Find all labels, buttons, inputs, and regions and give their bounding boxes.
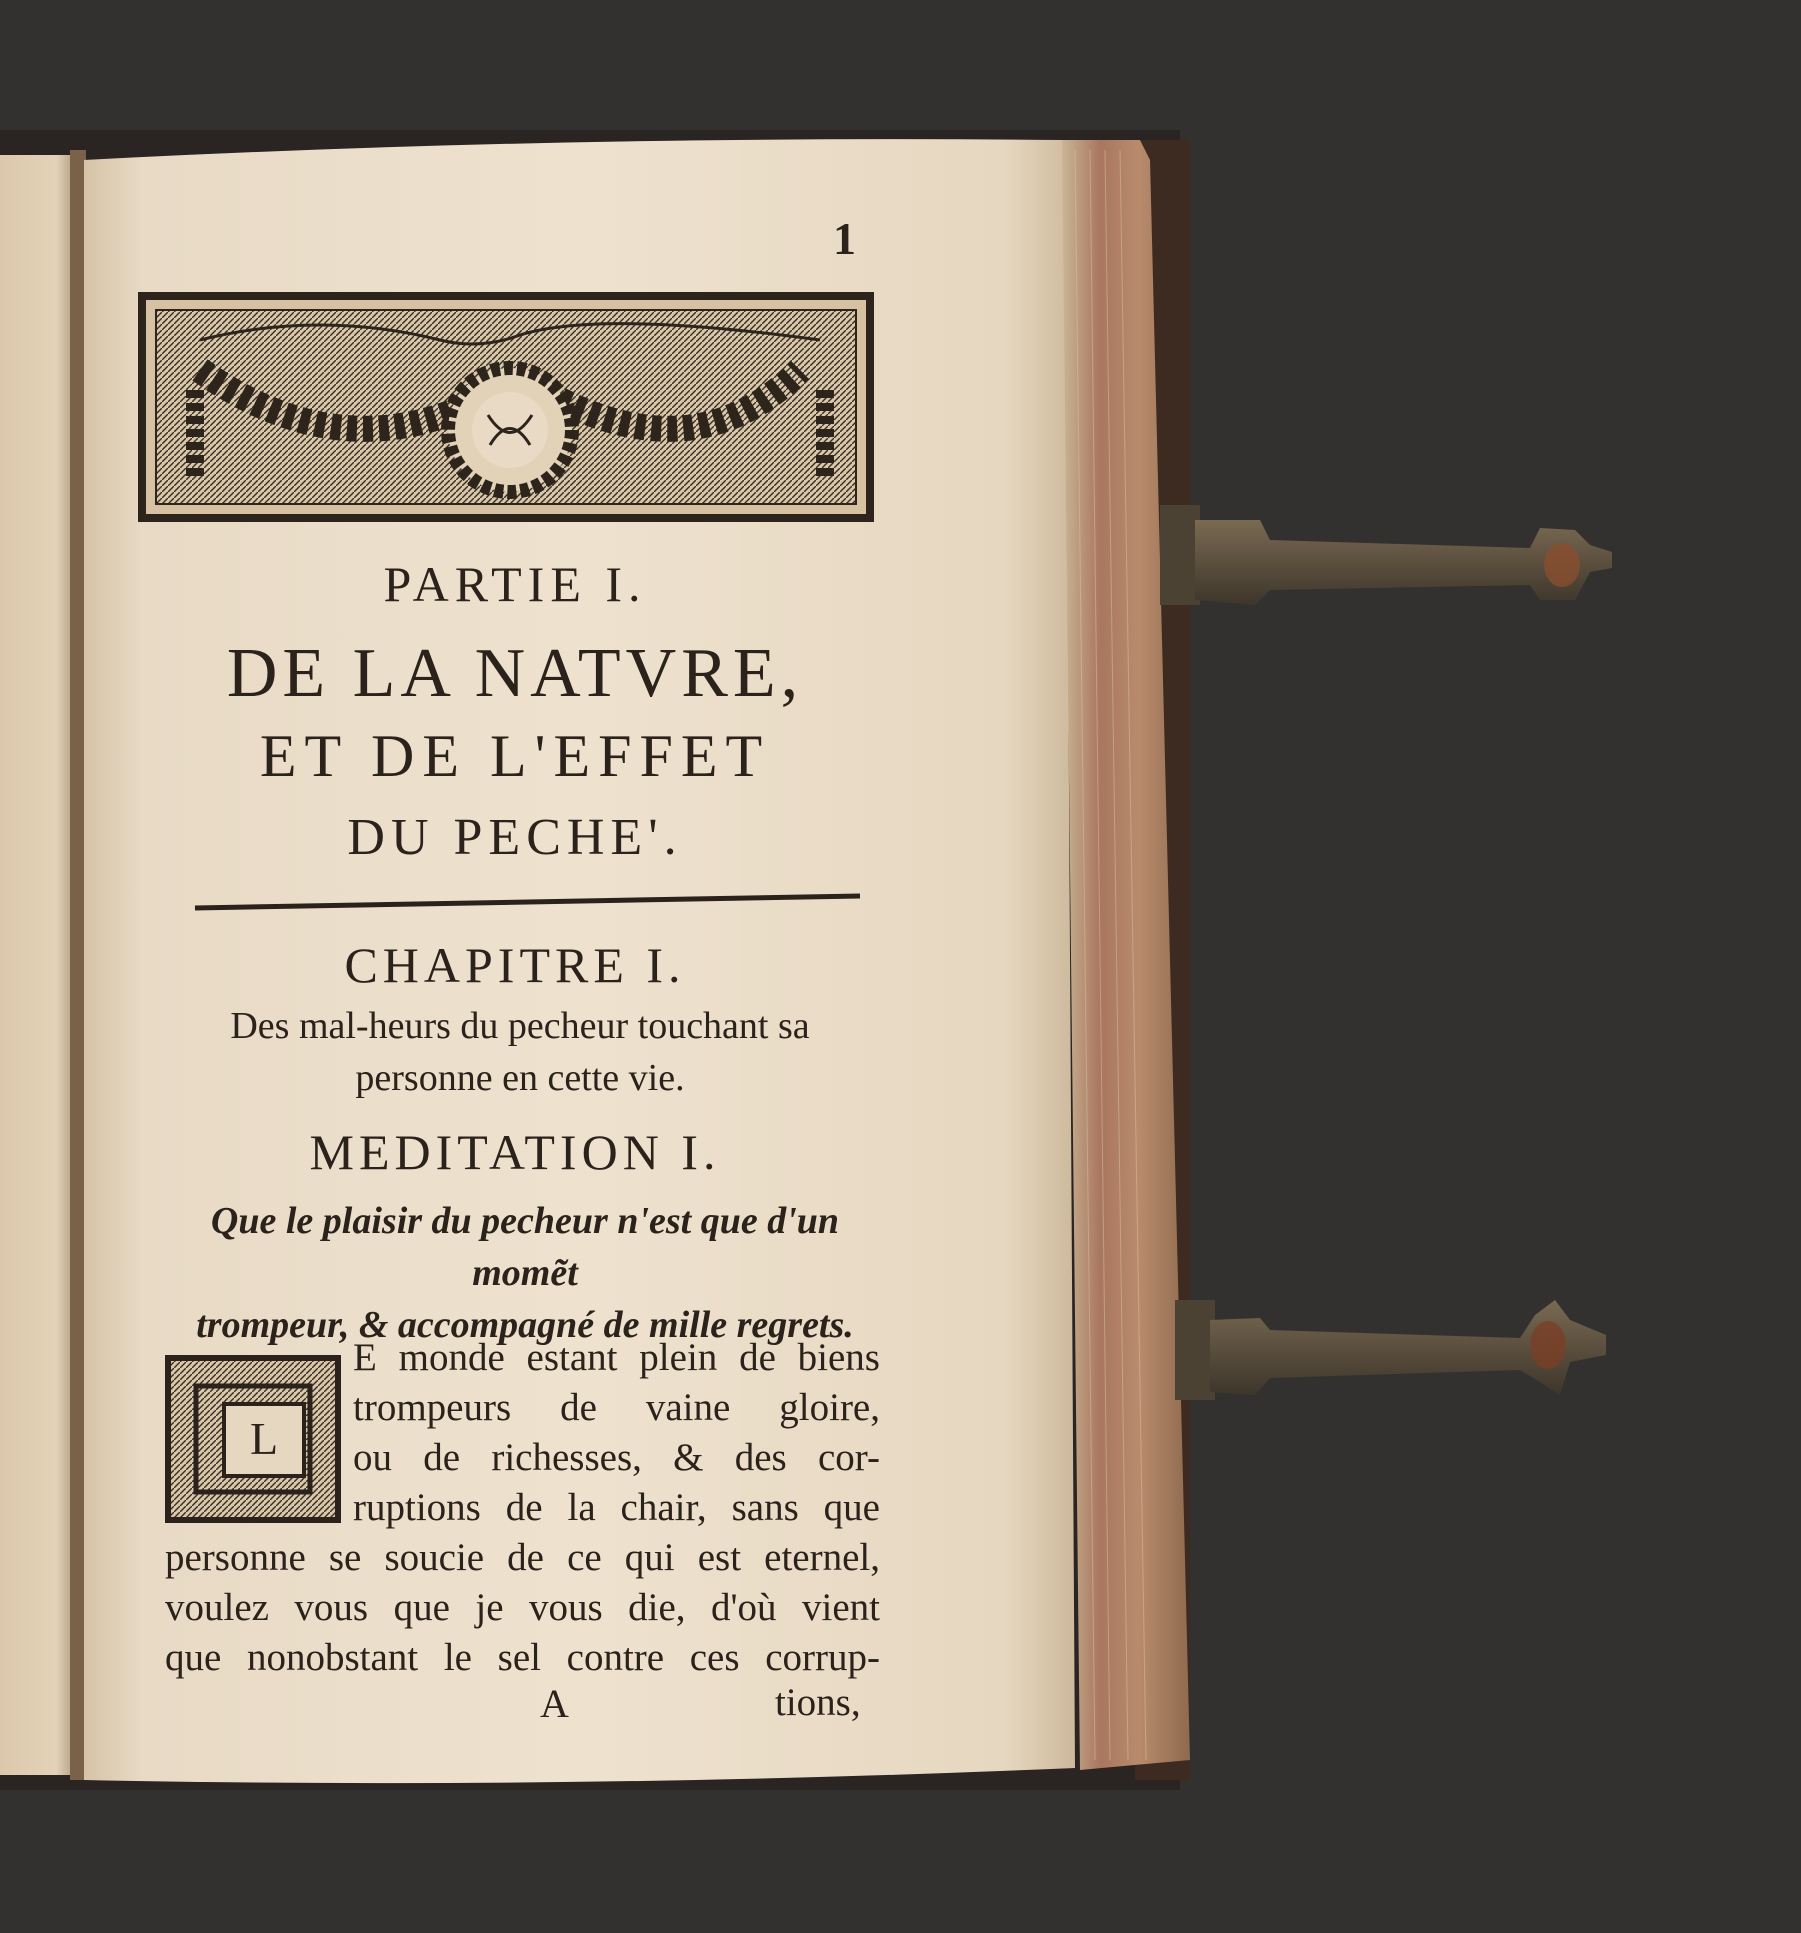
meditation-subtitle-line: Que le plaisir du pecheur n'est que d'un momẽt bbox=[210, 1200, 840, 1294]
body-text bbox=[165, 1333, 880, 1683]
chapter-subtitle bbox=[150, 1000, 890, 1104]
catchword: tions, bbox=[775, 1681, 861, 1724]
chapter-title: CHAPITRE I. bbox=[344, 937, 686, 993]
main-title-line: DE LA NATVRE, bbox=[226, 635, 804, 712]
main-title bbox=[130, 633, 900, 879]
part-title: PARTIE I. bbox=[383, 556, 647, 612]
headpiece-ornament bbox=[142, 296, 870, 518]
dropcap-letter: L bbox=[249, 1413, 279, 1464]
signature-mark: A bbox=[540, 1681, 569, 1726]
body-line: voulez vous que je vous die, d'où vient bbox=[165, 1586, 880, 1629]
body-line: personne se soucie de ce qui est eternel, bbox=[165, 1536, 880, 1579]
body-line: ou de richesses, & des cor- bbox=[353, 1436, 880, 1479]
meditation-subtitle bbox=[160, 1195, 890, 1351]
body-line: que nonobstant le sel contre ces corrup- bbox=[165, 1636, 880, 1679]
lower-clasp-icon bbox=[1175, 1300, 1606, 1400]
left-page bbox=[0, 155, 80, 1775]
chapter-subtitle-line: Des mal-heurs du pecheur touchant sa bbox=[230, 1005, 810, 1047]
upper-clasp-icon bbox=[1160, 505, 1612, 605]
main-title-line: ET DE L'EFFET bbox=[259, 723, 771, 789]
meditation-subtitle-line: trompeur, & accompagné de mille regrets. bbox=[196, 1304, 854, 1346]
body-line: E monde estant plein de biens bbox=[353, 1336, 880, 1379]
body-line: ruptions de la chair, sans que bbox=[353, 1486, 880, 1529]
meditation-title: MEDITATION I. bbox=[309, 1124, 721, 1180]
main-title-line: DU PECHE'. bbox=[347, 809, 683, 866]
body-line: trompeurs de vaine gloire, bbox=[353, 1386, 880, 1429]
chapter-subtitle-line: personne en cette vie. bbox=[355, 1057, 685, 1099]
page-number: 1 bbox=[833, 213, 856, 264]
